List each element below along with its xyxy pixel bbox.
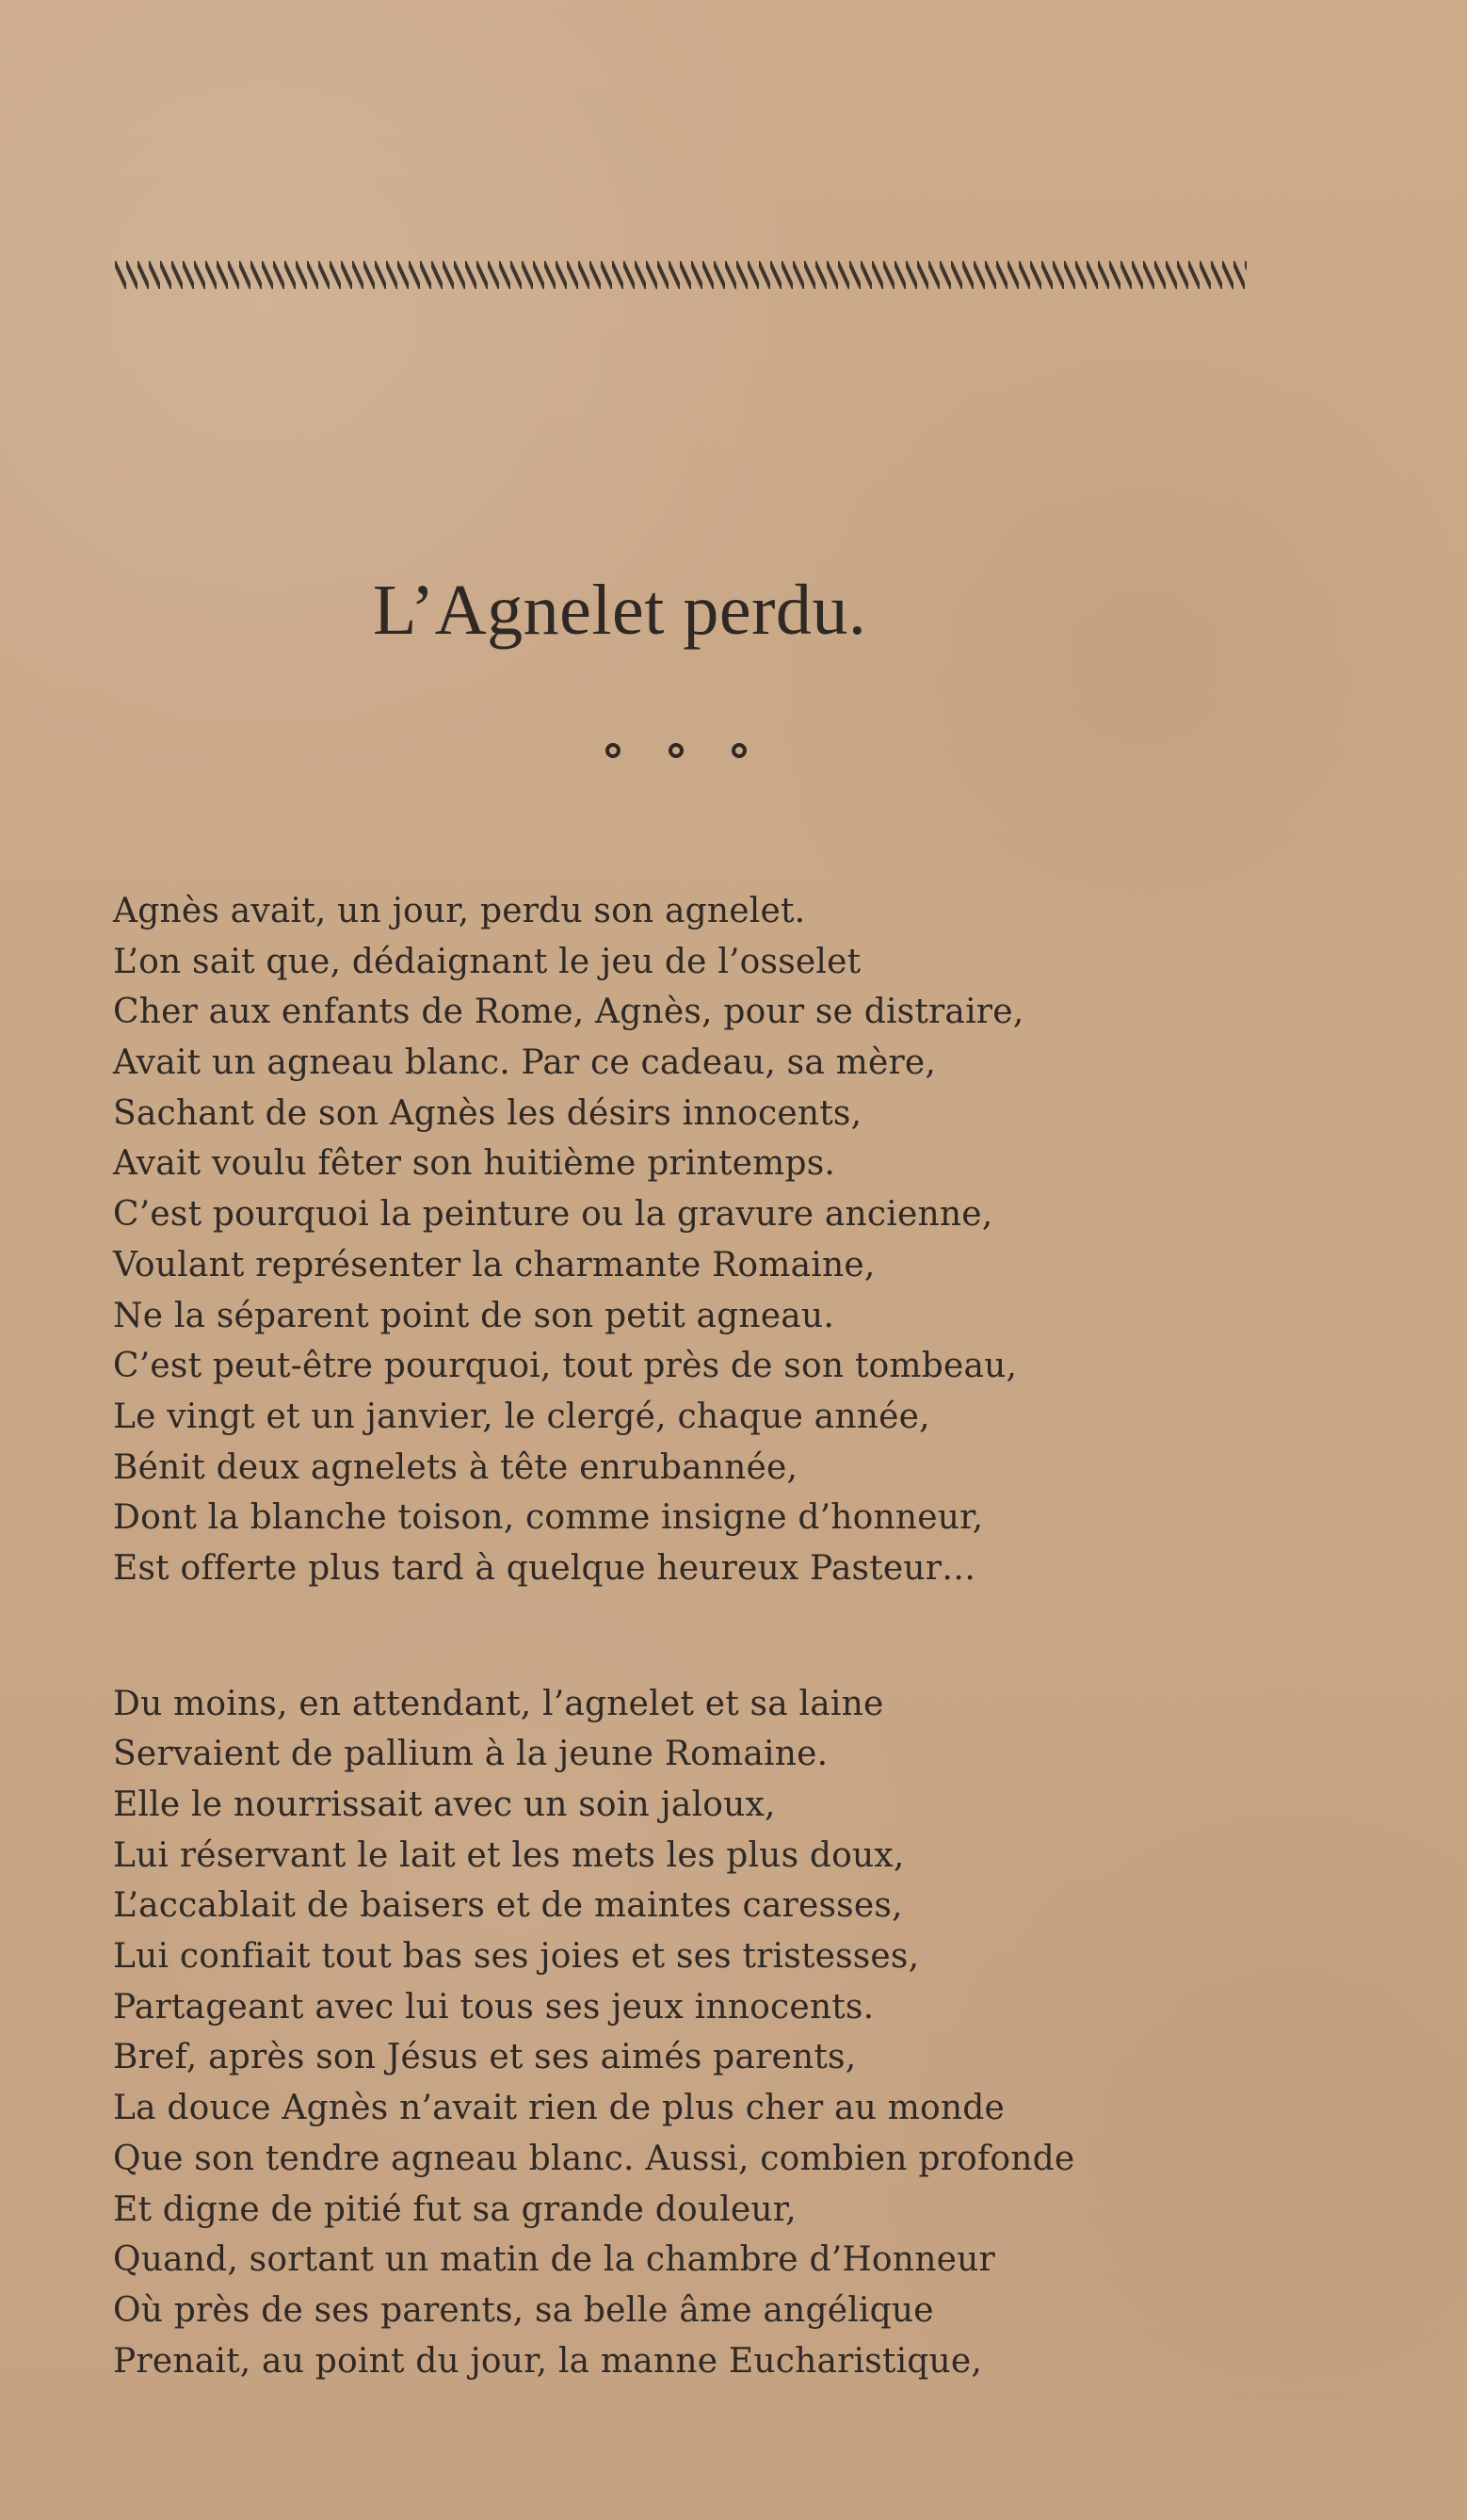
poem-line: Cher aux enfants de Rome, Agnès, pour se distraire,	[113, 993, 1024, 1032]
circle-ornament-icon	[669, 743, 684, 758]
stanza-break	[113, 1594, 1205, 1679]
poem-line: Le vingt et un janvier, le clergé, chaque année,	[113, 1397, 930, 1436]
poem-line: Prenait, au point du jour, la manne Eucharistique,	[113, 2341, 983, 2381]
poem-line: Dont la blanche toison, comme insigne d’honneur,	[113, 1498, 984, 1538]
poem-text	[113, 886, 1205, 2386]
poem-line: Partageant avec lui tous ses jeux innocents.	[113, 1987, 875, 2027]
poem-line: C’est pourquoi la peinture ou la gravure ancienne,	[113, 1195, 993, 1235]
poem-line: Avait un agneau blanc. Par ce cadeau, sa mère,	[113, 1043, 937, 1083]
poem-line: Ne la séparent point de son petit agneau.	[113, 1296, 834, 1335]
poem-line: Où près de ses parents, sa belle âme angélique	[113, 2290, 934, 2330]
poem-line: Et digne de pitié fut sa grande douleur,	[113, 2189, 797, 2229]
poem-line: Servaient de pallium à la jeune Romaine.	[113, 1735, 829, 1774]
poem-line: Avait voulu fêter son huitième printemps.	[113, 1144, 836, 1184]
poem-line: La douce Agnès n’avait rien de plus cher au monde	[113, 2089, 1006, 2128]
poem-line: Quand, sortant un matin de la chambre d’Honneur	[113, 2240, 995, 2280]
poem-line: Lui réservant le lait et les mets les plus doux,	[113, 1835, 905, 1875]
three-circle-separator	[605, 738, 747, 763]
decorative-rope-border	[115, 261, 1247, 289]
poem-line: L’accablait de baisers et de maintes caresses,	[113, 1886, 903, 1926]
circle-ornament-icon	[732, 743, 747, 758]
poem-line: Elle le nourrissait avec un soin jaloux,	[113, 1785, 776, 1824]
poem-line: Bénit deux agnelets à tête enrubannée,	[113, 1447, 798, 1487]
circle-ornament-icon	[605, 743, 621, 758]
poem-line: Lui confiait tout bas ses joies et ses tristesses,	[113, 1937, 920, 1977]
poem-line: L’on sait que, dédaignant le jeu de l’osselet	[113, 942, 862, 981]
poem-line: Sachant de son Agnès les désirs innocents,	[113, 1093, 862, 1133]
page-title: L’Agnelet perdu.	[373, 571, 867, 650]
poem-line: C’est peut-être pourquoi, tout près de son tombeau,	[113, 1347, 1018, 1386]
poem-line: Que son tendre agneau blanc. Aussi, combien profonde	[113, 2139, 1075, 2178]
poem-line: Agnès avait, un jour, perdu son agnelet.	[113, 892, 806, 930]
poem-line: Bref, après son Jésus et ses aimés parents,	[113, 2038, 857, 2077]
poem-line: Du moins, en attendant, l’agnelet et sa laine	[113, 1684, 884, 1723]
poem-line: Voulant représenter la charmante Romaine,	[113, 1245, 876, 1284]
poem-line: Est offerte plus tard à quelque heureux Pasteur…	[113, 1548, 976, 1588]
